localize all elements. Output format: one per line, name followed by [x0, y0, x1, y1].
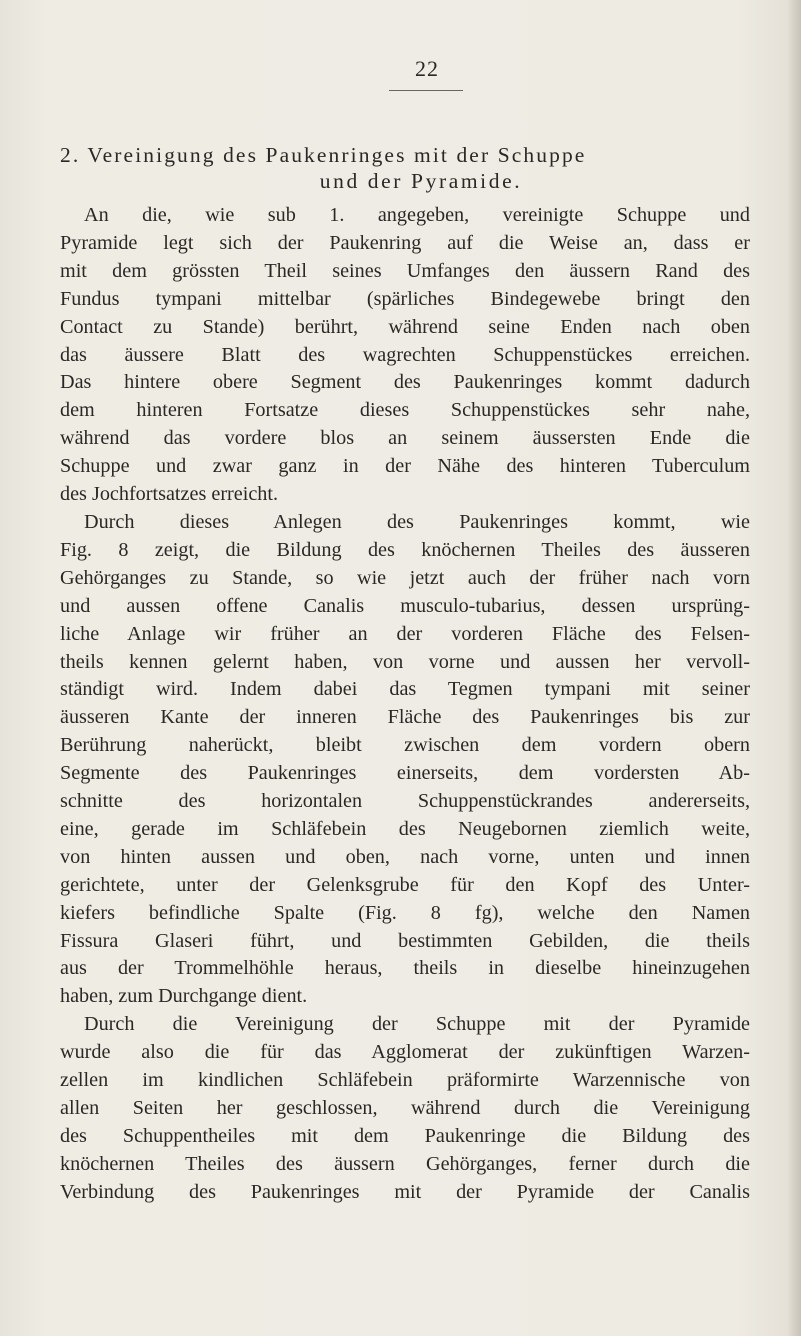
text-line: und aussen offene Canalis musculo-tubarius, dessen ursprüng- [60, 594, 750, 617]
text-line: Verbindung des Paukenringes mit der Pyramide der Canalis [60, 1180, 750, 1203]
text-line: des Jochfortsatzes erreicht. [60, 483, 279, 506]
page-number-rule [389, 90, 463, 91]
text-line: gerichtete, unter der Gelenksgrube für den Kopf des Unter- [60, 873, 750, 896]
text-line: allen Seiten her geschlossen, während durch die Vereinigung [60, 1097, 750, 1119]
text-line: Durch die Vereinigung der Schuppe mit der Pyramide [84, 1013, 750, 1036]
text-line: Pyramide legt sich der Paukenring auf die Weise an, dass er [60, 231, 750, 254]
text-line: wurde also die für das Agglomerat der zukünftigen Warzen- [60, 1041, 750, 1064]
text-line: aus der Trommelhöhle heraus, theils in dieselbe hineinzugehen [60, 957, 750, 980]
section-heading-line-1: 2. Vereinigung des Paukenringes mit der Schuppe [60, 143, 587, 167]
text-line: dem hinteren Fortsatze dieses Schuppenstückes sehr nahe, [60, 399, 750, 422]
section-heading [60, 142, 750, 194]
section-heading-line-2: und der Pyramide. [319, 169, 523, 193]
text-line: kiefers befindliche Spalte (Fig. 8 fg), welche den Namen [60, 901, 750, 924]
text-line: Schuppe und zwar ganz in der Nähe des hinteren Tuberculum [60, 455, 750, 478]
page-number: 22 [415, 56, 439, 81]
text-line: schnitte des horizontalen Schuppenstückrandes andererseits, [60, 790, 750, 813]
body-text [60, 202, 750, 1207]
text-line: von hinten aussen und oben, nach vorne, unten und innen [60, 845, 750, 868]
text-line: theils kennen gelernt haben, von vorne und aussen her vervoll- [60, 650, 750, 673]
text-line: haben, zum Durchgange dient. [60, 985, 308, 1008]
text-line: des Schuppentheiles mit dem Paukenringe die Bildung des [60, 1124, 750, 1147]
text-line: Berührung naherückt, bleibt zwischen dem vordern obern [60, 734, 750, 757]
text-line: eine, gerade im Schläfebein des Neugebornen ziemlich weite, [60, 817, 750, 840]
text-line: ständigt wird. Indem dabei das Tegmen tympani mit seiner [60, 678, 750, 701]
text-line: Fig. 8 zeigt, die Bildung des knöchernen Theiles des äusseren [60, 538, 750, 561]
text-line: zellen im kindlichen Schläfebein präformirte Warzennische von [60, 1069, 750, 1092]
text-line: Fissura Glaseri führt, und bestimmten Gebilden, die theils [60, 929, 750, 952]
text-line: Gehörganges zu Stande, so wie jetzt auch der früher nach vorn [60, 566, 750, 589]
text-line: während das vordere blos an seinem äussersten Ende die [60, 427, 750, 450]
page-edge-shadow [787, 0, 801, 1336]
text-line: knöchernen Theiles des äussern Gehörganges, ferner durch die [60, 1152, 750, 1175]
text-line: mit dem grössten Theil seines Umfanges den äussern Rand des [60, 259, 750, 282]
text-line: Segmente des Paukenringes einerseits, dem vordersten Ab- [60, 762, 750, 785]
text-line: Fundus tympani mittelbar (spärliches Bindegewebe bringt den [60, 287, 750, 310]
text-line: An die, wie sub 1. angegeben, vereinigte Schuppe und [84, 204, 750, 226]
text-line: das äussere Blatt des wagrechten Schuppenstückes erreichen. [60, 343, 750, 366]
text-line: liche Anlage wir früher an der vorderen Fläche des Felsen- [60, 622, 750, 645]
text-line: Das hintere obere Segment des Paukenringes kommt dadurch [60, 371, 750, 394]
text-line: Contact zu Stande) berührt, während seine Enden nach oben [60, 315, 750, 338]
text-line: äusseren Kante der inneren Fläche des Paukenringes bis zur [60, 706, 750, 729]
text-line: Durch dieses Anlegen des Paukenringes kommt, wie [84, 510, 750, 533]
